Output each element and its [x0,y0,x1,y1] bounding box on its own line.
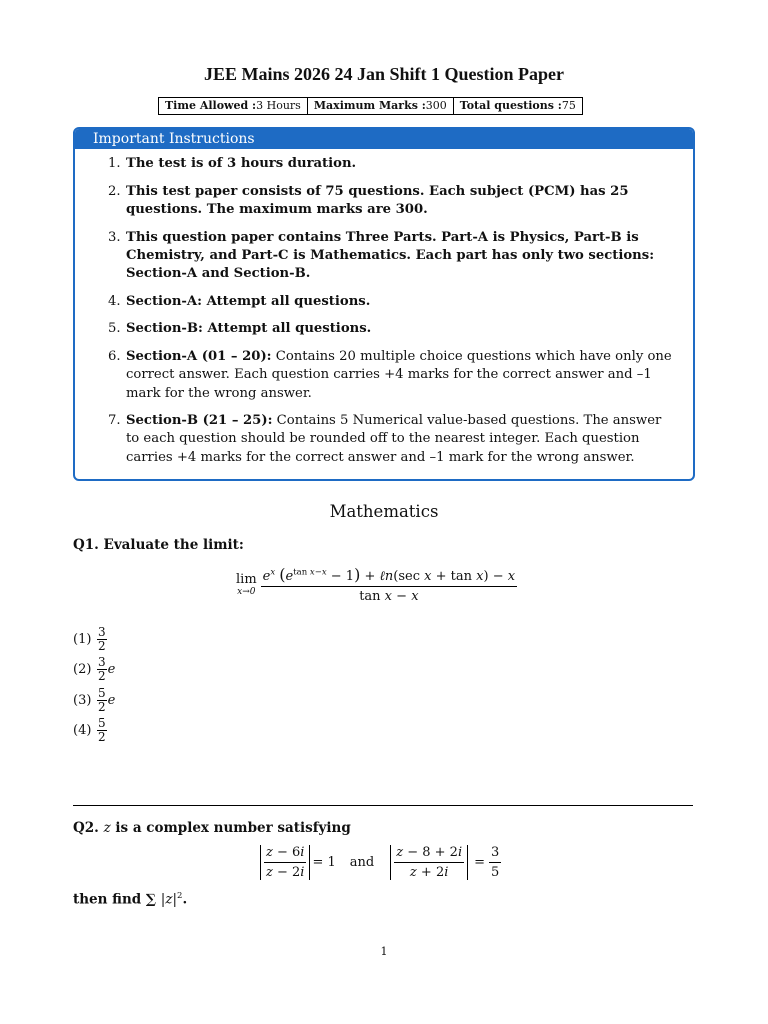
q2-frac1-num: z − 6i [264,845,306,863]
limit-fraction [261,565,517,604]
instruction-item [126,412,677,467]
q2-rhs-den: 5 [491,865,500,880]
option-denominator: 2 [98,669,106,684]
q2-and: and [349,855,375,870]
q2-number: Q2. [73,820,99,836]
instruction-item [126,320,677,338]
lim-subscript: x→0 [237,587,256,597]
q2-abs-2 [390,845,468,880]
q1-option-1[interactable] [73,624,115,655]
limit-denominator: tan x − x [359,589,419,604]
q2-fraction-1 [264,845,306,880]
option-denominator: 2 [98,730,106,745]
q1-option-2[interactable] [73,655,115,686]
instruction-item [126,155,677,173]
total-questions-value: 75 [561,99,576,112]
instructions-heading: Important Instructions [75,129,693,149]
instruction-bold-text: Section-A (01 – 20): [126,349,272,365]
paper-title: JEE Mains 2026 24 Jan Shift 1 Question Paper [203,64,565,84]
q2-footer-text: then find ∑ [73,891,161,908]
question-divider [73,805,693,806]
option-suffix: e [107,692,116,708]
q2-rhs-num: 3 [489,845,501,863]
limit-numerator: $e^x$ $(e^{tan x-x} - 1)$ + ℓn(sec x + tan x) − x [261,565,517,587]
q1-options [73,624,115,746]
q2-footer [73,891,187,908]
option-numerator: 5 [98,685,106,700]
question-2-label [73,820,351,836]
paper-meta-bar [158,97,583,115]
maximum-marks [308,98,454,114]
q2-frac2-num: z − 8 + 2i [394,845,464,863]
option-number: (1) [73,631,92,647]
limit-operator [236,572,257,597]
instruction-text: Contains 5 Numerical value-based questions. The answer to each question should be rounded off to the nearest integer. Each question carries +4 marks for the correct answer and –1 mark for the wrong answer. [126,413,662,465]
maximum-marks-label: Maximum Marks : [313,99,426,112]
option-numerator: 3 [98,624,106,639]
q2-eq1-rhs: = 1 [312,855,336,870]
q2-equals: = [474,855,486,870]
total-questions-label: Total questions : [459,99,562,112]
q2-abs-1 [260,845,310,880]
option-denominator: 2 [98,638,106,653]
option-fraction [97,656,107,683]
option-numerator: 5 [98,716,106,731]
instruction-bold-text: This test paper consists of 75 questions. Each subject (PCM) has 25 questions. The maximum marks are 300. [126,183,629,217]
instruction-item [126,348,677,403]
q2-footer-expr: |z| [160,891,178,908]
q2-rhs-fraction [489,845,501,880]
time-allowed-value: 3 Hours [256,99,301,112]
option-suffix: e [107,662,116,678]
question-1-label: Q1. Evaluate the limit: [73,537,244,553]
instructions-box [73,127,695,481]
instruction-text: Contains 20 multiple choice questions which have only one correct answer. Each question carries +4 marks for the correct answer and –1 mark for the wrong answer. [126,349,672,401]
instruction-bold-text: The test is of 3 hours duration. [126,156,357,171]
page-number: 1 [380,945,388,958]
q2-equations [258,845,501,880]
instruction-bold-text: Section-B (21 – 25): [126,413,273,429]
instruction-item [126,229,677,284]
q2-label-text: is a complex number satisfying [110,820,351,836]
option-denominator: 2 [98,699,106,714]
total-questions [454,98,582,114]
instruction-item [126,183,677,219]
instructions-list [75,155,693,467]
q2-footer-sup: 2 [177,891,183,901]
q1-limit-expression [236,565,517,604]
option-fraction [97,626,107,653]
option-number: (4) [73,723,92,739]
section-title: Mathematics [329,502,439,521]
q2-variable: z [103,820,111,836]
option-fraction [97,717,107,744]
instruction-bold-text: Section-A: Attempt all questions. [126,293,371,309]
instruction-item [126,293,677,311]
q2-fraction-2 [394,845,464,880]
option-fraction [97,687,107,714]
q2-frac1-den: z − 2i [266,865,305,880]
time-allowed [159,98,308,114]
instruction-bold-text: This question paper contains Three Parts. Part-A is Physics, Part-B is Chemistry, and Part-C is Mathematics. Each part has only two sections: Section-A and Section-B. [126,229,655,282]
option-numerator: 3 [98,655,106,670]
instruction-bold-text: Section-B: Attempt all questions. [126,321,372,337]
option-number: (2) [73,662,92,678]
q1-option-4[interactable] [73,716,115,747]
q2-footer-end: . [182,891,188,908]
time-allowed-label: Time Allowed : [165,99,257,112]
option-number: (3) [73,692,92,708]
q1-option-3[interactable] [73,685,115,716]
maximum-marks-value: 300 [425,99,447,112]
lim-text: lim [236,572,257,587]
q2-frac2-den: z + 2i [409,865,449,880]
